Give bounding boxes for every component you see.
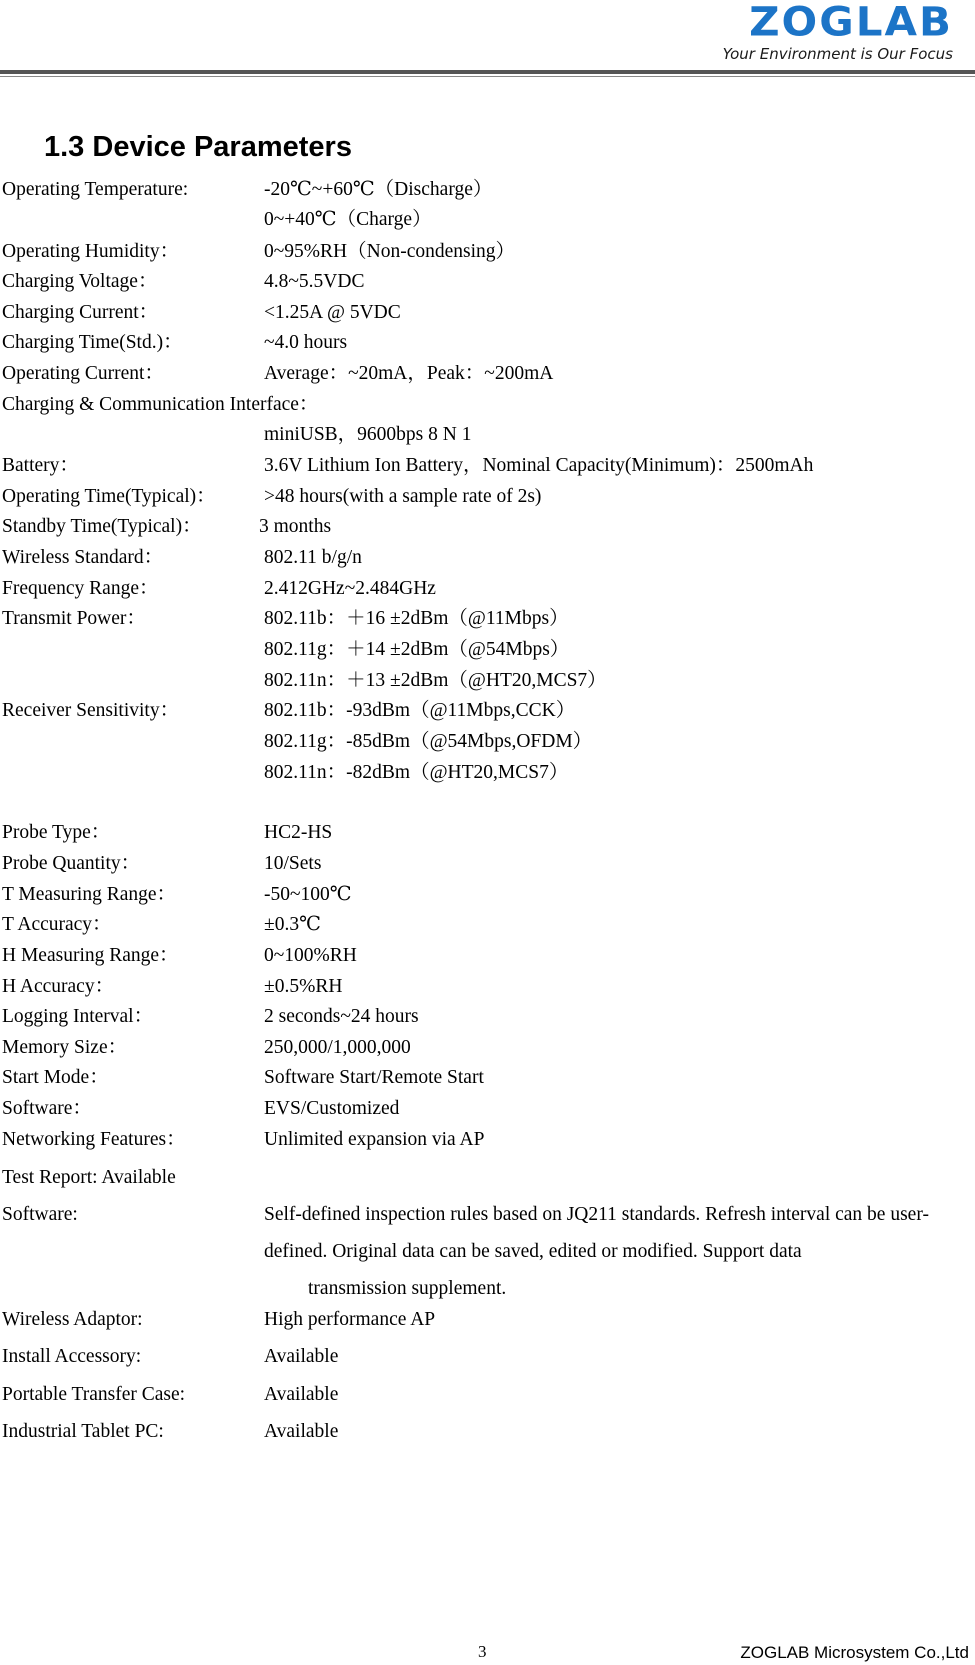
param-label: Charging Voltage：: [2, 271, 158, 292]
param-label: Operating Humidity：: [2, 241, 180, 262]
param-value: Unlimited expansion via AP: [264, 1129, 485, 1150]
param-value: 250,000/1,000,000: [264, 1037, 411, 1058]
page-number: 3: [478, 1642, 487, 1661]
param-value: 802.11n：-82dBm（@HT20,MCS7）: [264, 762, 569, 783]
param-value: 802.11b：＋16 ±2dBm（@11Mbps）: [264, 608, 569, 629]
param-label: Software:: [2, 1204, 78, 1225]
param-value: Available: [264, 1346, 339, 1367]
param-value: High performance AP: [264, 1309, 436, 1330]
param-label: Transmit Power：: [2, 608, 146, 629]
param-value: >48 hours(with a sample rate of 2s): [264, 486, 542, 507]
param-label: Software：: [2, 1098, 92, 1119]
software-description: [264, 1196, 969, 1307]
param-value: Average：~20mA，Peak：~200mA: [264, 363, 554, 384]
param-value: 0~100%RH: [264, 945, 357, 966]
param-label: Battery：: [2, 455, 79, 476]
param-value: HC2-HS: [264, 822, 333, 843]
param-label: Start Mode：: [2, 1067, 109, 1088]
param-label: Logging Interval：: [2, 1006, 154, 1027]
param-label: Wireless Adaptor:: [2, 1309, 143, 1330]
param-label: Charging Current：: [2, 302, 159, 323]
param-value: 802.11n：＋13 ±2dBm（@HT20,MCS7）: [264, 670, 607, 691]
param-value: ±0.5%RH: [264, 976, 343, 997]
param-value: EVS/Customized: [264, 1098, 400, 1119]
param-label: Operating Temperature:: [2, 179, 189, 200]
param-value: Available: [264, 1421, 339, 1442]
header-rule-thick: [0, 70, 975, 74]
param-value: 0~+40℃（Charge）: [264, 209, 432, 230]
param-label: T Measuring Range：: [2, 884, 177, 905]
param-value: Available: [264, 1384, 339, 1405]
param-label: Install Accessory:: [2, 1346, 142, 1367]
param-label: Test Report: Available: [2, 1167, 176, 1188]
param-value: -20℃~+60℃（Discharge）: [264, 179, 493, 200]
param-label: Charging & Communication Interface：: [2, 394, 319, 415]
param-value: -50~100℃: [264, 884, 352, 905]
footer-company: ZOGLAB Microsystem Co.,Ltd: [740, 1643, 969, 1662]
param-value: 2.412GHz~2.484GHz: [264, 578, 436, 599]
param-label: Standby Time(Typical)：: [2, 516, 202, 537]
param-value: ~4.0 hours: [264, 332, 348, 353]
param-value: ±0.3℃: [264, 914, 321, 935]
param-value: 802.11g：-85dBm（@54Mbps,OFDM）: [264, 731, 593, 752]
param-label: Networking Features：: [2, 1129, 186, 1150]
param-label: Frequency Range：: [2, 578, 159, 599]
param-value: 3 months: [259, 516, 332, 537]
param-value: Software Start/Remote Start: [264, 1067, 484, 1088]
param-label: Memory Size：: [2, 1037, 128, 1058]
param-label: Charging Time(Std.)：: [2, 332, 183, 353]
section-title: 1.3 Device Parameters: [44, 131, 352, 163]
param-label: Portable Transfer Case:: [2, 1384, 186, 1405]
param-value: 802.11b：-93dBm（@11Mbps,CCK）: [264, 700, 576, 721]
param-value: 10/Sets: [264, 853, 322, 874]
company-logo: [653, 0, 953, 63]
logo-text: ZOGLAB: [749, 0, 953, 45]
param-label: Receiver Sensitivity：: [2, 700, 180, 721]
param-value: miniUSB，9600bps 8 N 1: [264, 424, 472, 445]
param-value: <1.25A @ 5VDC: [264, 302, 401, 323]
param-label: Operating Current：: [2, 363, 164, 384]
software-description-text: Self-defined inspection rules based on JQ211 standards. Refresh interval can be user-defined. Original data can be saved, edited or modified. Support data: [264, 1204, 929, 1262]
param-value: 802.11g：＋14 ±2dBm（@54Mbps）: [264, 639, 570, 660]
param-value: 802.11 b/g/n: [264, 547, 362, 568]
param-label: Wireless Standard：: [2, 547, 164, 568]
param-label: H Measuring Range：: [2, 945, 179, 966]
param-value: 0~95%RH（Non-condensing）: [264, 241, 516, 262]
param-value: 4.8~5.5VDC: [264, 271, 365, 292]
software-description-continuation: transmission supplement.: [308, 1278, 507, 1299]
param-label: Probe Type：: [2, 822, 111, 843]
param-label: Operating Time(Typical)：: [2, 486, 216, 507]
param-label: H Accuracy：: [2, 976, 115, 997]
header-rule-thin: [0, 76, 975, 77]
param-label: T Accuracy：: [2, 914, 112, 935]
logo-tagline: Your Environment is Our Focus: [722, 45, 953, 63]
param-label: Industrial Tablet PC:: [2, 1421, 164, 1442]
param-value: 2 seconds~24 hours: [264, 1006, 419, 1027]
param-value: 3.6V Lithium Ion Battery，Nominal Capacity(Minimum)：2500mAh: [264, 455, 814, 476]
param-label: Probe Quantity：: [2, 853, 141, 874]
